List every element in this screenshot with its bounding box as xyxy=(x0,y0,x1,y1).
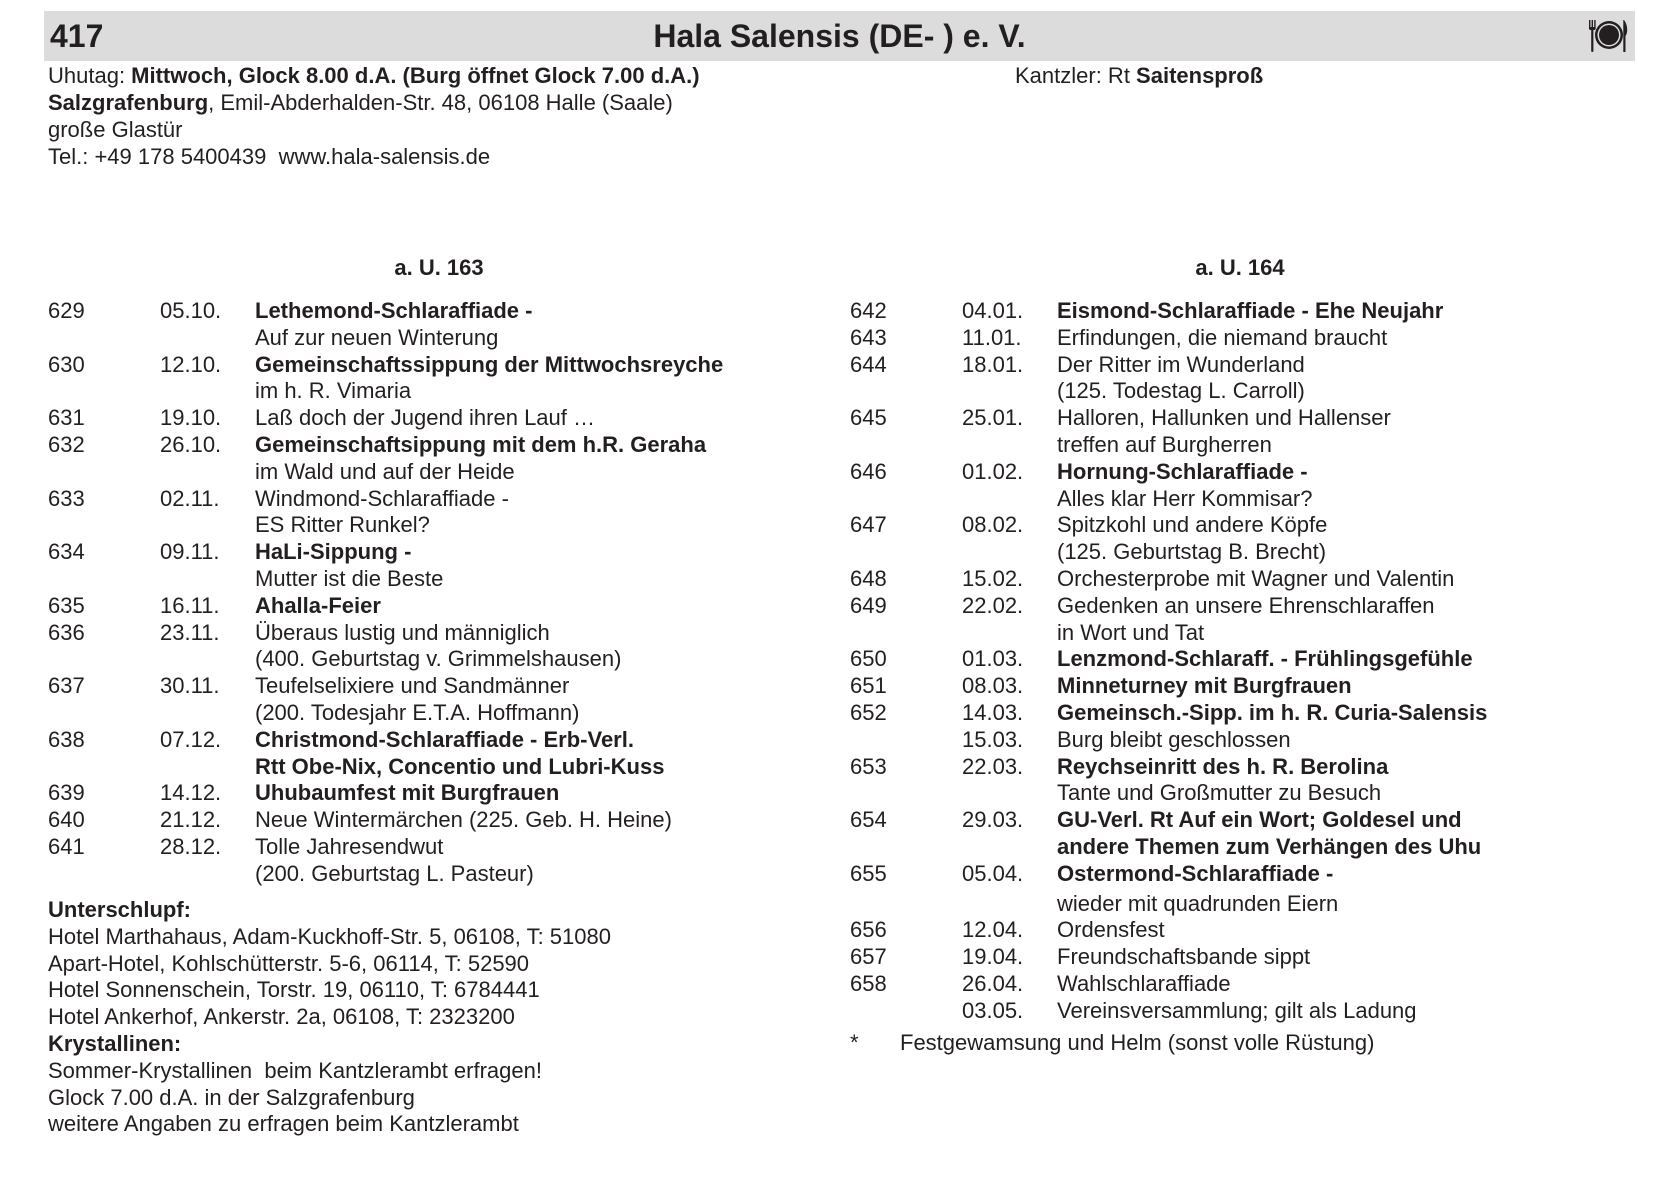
event-number: 658 xyxy=(850,970,887,996)
event-subline xyxy=(850,620,1487,647)
event-number: 645 xyxy=(850,405,887,431)
event-date: 19.04. xyxy=(962,944,1024,970)
event-number xyxy=(850,486,962,513)
event-title: Hornung-Schlaraffiade - xyxy=(1057,458,1308,484)
event-title: GU-Verl. Rt Auf ein Wort; Goldesel und xyxy=(1057,807,1462,833)
event-date: 05.04. xyxy=(962,860,1024,886)
event-date xyxy=(160,459,255,486)
event-row xyxy=(850,593,1487,647)
hotel-item: Hotel Ankerhof, Ankerstr. 2a, 06108, T: 2323200 xyxy=(48,1004,515,1030)
event-title: Auf zur neuen Winterung xyxy=(255,324,499,350)
event-row xyxy=(850,754,1487,808)
event-number xyxy=(850,780,962,807)
event-row xyxy=(850,352,1487,406)
event-number: 644 xyxy=(850,351,887,377)
event-number: 650 xyxy=(850,646,887,672)
event-subline xyxy=(48,566,723,593)
event-title: Rtt Obe-Nix, Concentio und Lubri-Kuss xyxy=(255,753,665,779)
event-date: 05.10. xyxy=(160,298,222,323)
event-title: Tante und Großmutter zu Besuch xyxy=(1057,780,1382,806)
event-number xyxy=(48,512,160,539)
event-row xyxy=(48,727,723,781)
event-row xyxy=(850,405,1487,459)
event-date xyxy=(962,539,1057,566)
entry-number: 417 xyxy=(50,18,104,54)
event-date xyxy=(962,486,1057,513)
event-title: (200. Todesjahr E.T.A. Hoffmann) xyxy=(255,699,580,725)
meeting-day xyxy=(48,62,700,89)
event-line xyxy=(850,405,1487,432)
event-line xyxy=(850,593,1487,620)
event-number xyxy=(850,834,962,861)
event-row xyxy=(850,727,1487,754)
event-row xyxy=(850,646,1487,673)
event-title: (200. Geburtstag L. Pasteur) xyxy=(255,860,534,886)
event-line xyxy=(850,807,1487,834)
event-number: 633 xyxy=(48,485,85,511)
event-row xyxy=(48,432,723,486)
event-title: Orchesterprobe mit Wagner und Valentin xyxy=(1057,565,1455,591)
event-title: Tolle Jahresendwut xyxy=(255,833,444,859)
event-subline xyxy=(850,378,1487,405)
event-line xyxy=(48,834,723,861)
lodging-title: Unterschlupf: xyxy=(48,897,191,922)
event-row xyxy=(850,512,1487,566)
event-title: Uhubaumfest mit Burgfrauen xyxy=(255,780,560,806)
event-number: 639 xyxy=(48,780,85,806)
event-row xyxy=(850,700,1487,727)
krystallinen-line: weitere Angaben zu erfragen beim Kantzlerambt xyxy=(48,1111,519,1137)
krystallinen-title: Krystallinen: xyxy=(48,1030,182,1056)
event-title: Ahalla-Feier xyxy=(255,592,381,618)
event-title: Lethemond-Schlaraffiade - xyxy=(255,298,533,323)
event-title: wieder mit quadrunden Eiern xyxy=(1057,890,1339,916)
footnote-text: Festgewamsung und Helm (sonst volle Rüstung) xyxy=(900,1030,1375,1055)
event-title: Erfindungen, die niemand braucht xyxy=(1057,324,1388,350)
event-date: 29.03. xyxy=(962,807,1024,833)
event-date xyxy=(962,432,1057,459)
event-row xyxy=(850,971,1487,998)
event-line xyxy=(850,754,1487,781)
event-line xyxy=(850,512,1487,539)
event-number xyxy=(48,566,160,593)
event-title: Gedenken an unsere Ehrenschlaraffen xyxy=(1057,592,1435,618)
event-number: 654 xyxy=(850,807,887,833)
event-date: 04.01. xyxy=(962,298,1024,323)
event-title: Gemeinschaftsippung mit dem h.R. Geraha xyxy=(255,431,707,457)
event-number xyxy=(48,700,160,727)
event-title: Minneturney mit Burgfrauen xyxy=(1057,673,1352,699)
event-date: 16.11. xyxy=(160,592,220,618)
event-title: Burg bleibt geschlossen xyxy=(1057,726,1291,752)
event-number: 637 xyxy=(48,673,85,699)
event-row xyxy=(850,861,1487,918)
event-date: 26.10. xyxy=(160,431,222,457)
right-column-heading: a. U. 164 xyxy=(1195,255,1285,280)
event-row xyxy=(850,917,1487,944)
event-line xyxy=(48,620,723,647)
event-subline xyxy=(48,325,723,352)
event-subline xyxy=(48,512,723,539)
event-date xyxy=(160,566,255,593)
event-subline xyxy=(850,432,1487,459)
event-title: Der Ritter im Wunderland xyxy=(1057,351,1305,377)
event-row xyxy=(48,405,723,432)
event-number xyxy=(850,998,962,1025)
event-number: 647 xyxy=(850,512,887,538)
fork-plate-knife-icon xyxy=(1587,17,1629,55)
event-row xyxy=(48,780,723,807)
event-date: 21.12. xyxy=(160,807,222,833)
event-title: Laß doch der Jugend ihren Lauf … xyxy=(255,405,596,431)
event-line xyxy=(48,352,723,379)
event-number: 653 xyxy=(850,753,887,779)
event-row xyxy=(850,459,1487,513)
event-subline xyxy=(48,754,723,781)
event-subline xyxy=(850,780,1487,807)
event-line xyxy=(48,298,723,325)
event-number xyxy=(850,378,962,405)
event-date: 14.03. xyxy=(962,699,1024,725)
right-event-list xyxy=(850,298,1487,1025)
event-line xyxy=(850,700,1487,727)
event-subline xyxy=(850,486,1487,513)
event-date: 22.02. xyxy=(962,592,1024,618)
event-date: 01.02. xyxy=(962,458,1024,484)
event-date xyxy=(160,646,255,673)
event-row xyxy=(850,566,1487,593)
event-number: 636 xyxy=(48,619,85,645)
castle-address xyxy=(48,89,700,116)
event-title: (125. Geburtstag B. Brecht) xyxy=(1057,539,1327,565)
krystallinen-line: Sommer-Krystallinen beim Kantzlerambt erfragen! xyxy=(48,1057,542,1083)
event-line xyxy=(850,352,1487,379)
event-title: Ordensfest xyxy=(1057,917,1165,943)
event-number xyxy=(850,432,962,459)
event-line xyxy=(850,727,1487,754)
event-date: 01.03. xyxy=(962,646,1024,672)
event-title: im h. R. Vimaria xyxy=(255,378,412,404)
event-line xyxy=(850,566,1487,593)
footnote xyxy=(850,1030,1374,1057)
event-row xyxy=(48,593,723,620)
event-title: Mutter ist die Beste xyxy=(255,565,444,591)
event-date xyxy=(160,378,255,405)
event-line xyxy=(850,998,1487,1025)
event-title: Lenzmond-Schlaraff. - Frühlingsgefühle xyxy=(1057,646,1473,672)
event-title: Halloren, Hallunken und Hallenser xyxy=(1057,405,1391,431)
event-number: 649 xyxy=(850,592,887,618)
event-title: in Wort und Tat xyxy=(1057,619,1205,645)
event-number: 634 xyxy=(48,539,85,565)
event-date xyxy=(962,620,1057,647)
event-number xyxy=(48,754,160,781)
event-date: 08.02. xyxy=(962,512,1024,538)
event-subline xyxy=(48,861,723,888)
event-title: HaLi-Sippung - xyxy=(255,539,412,565)
event-line xyxy=(850,971,1487,998)
event-title: Christmond-Schlaraffiade - Erb-Verl. xyxy=(255,726,634,752)
event-line xyxy=(48,486,723,513)
event-line xyxy=(48,673,723,700)
hotel-item: Apart-Hotel, Kohlschütterstr. 5-6, 06114, T: 52590 xyxy=(48,950,530,976)
club-info xyxy=(48,62,700,170)
event-title: treffen auf Burgherren xyxy=(1057,431,1272,457)
event-number: 641 xyxy=(48,833,85,859)
event-date: 15.02. xyxy=(962,565,1024,591)
event-row xyxy=(48,834,723,888)
event-number xyxy=(48,325,160,352)
event-number: 648 xyxy=(850,565,887,591)
event-date xyxy=(962,834,1057,861)
event-subline xyxy=(48,459,723,486)
event-number xyxy=(850,891,962,918)
event-row xyxy=(48,486,723,540)
event-subline xyxy=(48,700,723,727)
event-number xyxy=(48,646,160,673)
event-title: Windmond-Schlaraffiade - xyxy=(255,485,509,511)
kantzler-info xyxy=(1015,62,1263,89)
event-title: Freundschaftsbande sippt xyxy=(1057,944,1311,970)
kantzler-label: Kantzler: Rt xyxy=(1015,63,1137,88)
event-title: Eismond-Schlaraffiade - Ehe Neujahr xyxy=(1057,298,1444,323)
event-row xyxy=(850,944,1487,971)
event-date: 19.10. xyxy=(160,405,222,431)
event-title: im Wald und auf der Heide xyxy=(255,458,515,484)
event-line xyxy=(48,405,723,432)
event-number: 630 xyxy=(48,351,85,377)
entrance-note: große Glastür xyxy=(48,117,183,142)
event-title: Alles klar Herr Kommisar? xyxy=(1057,485,1313,511)
event-number: 656 xyxy=(850,917,887,943)
event-line xyxy=(48,807,723,834)
event-row xyxy=(850,998,1487,1025)
event-title: Überaus lustig und männiglich xyxy=(255,619,550,645)
event-title: Gemeinschaftssippung der Mittwochsreyche xyxy=(255,351,724,377)
kantzler-name: Saitensproß xyxy=(1136,63,1264,88)
left-column-heading: a. U. 163 xyxy=(394,255,484,280)
event-date: 07.12. xyxy=(160,726,222,752)
event-title: Spitzkohl und andere Köpfe xyxy=(1057,512,1328,538)
event-date: 22.03. xyxy=(962,753,1024,779)
event-number xyxy=(48,459,160,486)
event-title: ES Ritter Runkel? xyxy=(255,512,430,538)
event-number: 629 xyxy=(48,298,85,323)
event-subline xyxy=(48,378,723,405)
page-title: Hala Salensis (DE- ) e. V. xyxy=(653,18,1026,54)
event-line xyxy=(48,593,723,620)
event-number: 655 xyxy=(850,860,887,886)
event-date: 02.11. xyxy=(160,485,220,511)
event-row xyxy=(850,807,1487,861)
event-number: 657 xyxy=(850,944,887,970)
hotel-item: Hotel Marthahaus, Adam-Kuckhoff-Str. 5, 06108, T: 51080 xyxy=(48,923,611,949)
event-date xyxy=(160,325,255,352)
event-date: 18.01. xyxy=(962,351,1024,377)
hotel-item: Hotel Sonnenschein, Torstr. 19, 06110, T: 6784441 xyxy=(48,977,540,1003)
header-bar xyxy=(44,11,1635,61)
event-line xyxy=(48,432,723,459)
event-subline xyxy=(850,539,1487,566)
event-date: 15.03. xyxy=(962,726,1024,752)
event-title: Gemeinsch.-Sipp. im h. R. Curia-Salensis xyxy=(1057,699,1488,725)
event-date: 09.11. xyxy=(160,539,220,565)
footnote-mark: * xyxy=(850,1030,859,1055)
event-line xyxy=(48,780,723,807)
event-row xyxy=(850,673,1487,700)
event-title: (400. Geburtstag v. Grimmelshausen) xyxy=(255,646,622,672)
event-title: (125. Todestag L. Carroll) xyxy=(1057,378,1305,404)
krystallinen-line: Glock 7.00 d.A. in der Salzgrafenburg xyxy=(48,1084,415,1110)
event-date: 12.04. xyxy=(962,917,1024,943)
event-number: 642 xyxy=(850,298,887,323)
event-date xyxy=(962,780,1057,807)
meeting-day-value: Mittwoch, Glock 8.00 d.A. (Burg öffnet Glock 7.00 d.A.) xyxy=(131,63,700,88)
event-date: 28.12. xyxy=(160,833,222,859)
event-title: andere Themen zum Verhängen des Uhu xyxy=(1057,833,1482,859)
event-date xyxy=(160,754,255,781)
event-date: 12.10. xyxy=(160,351,222,377)
notes-section xyxy=(48,897,611,1138)
event-number: 643 xyxy=(850,324,887,350)
event-title: Wahlschlaraffiade xyxy=(1057,970,1231,996)
event-line xyxy=(850,459,1487,486)
event-number xyxy=(48,378,160,405)
event-line xyxy=(850,944,1487,971)
event-subline xyxy=(48,646,723,673)
event-line xyxy=(48,539,723,566)
event-row xyxy=(48,807,723,834)
event-date: 08.03. xyxy=(962,673,1024,699)
event-date: 03.05. xyxy=(962,997,1024,1023)
event-row xyxy=(48,673,723,727)
event-row xyxy=(850,298,1487,325)
event-date xyxy=(962,378,1057,405)
event-line xyxy=(850,325,1487,352)
event-number xyxy=(850,620,962,647)
event-number: 646 xyxy=(850,458,887,484)
event-number: 638 xyxy=(48,726,85,752)
event-subline xyxy=(850,891,1487,918)
event-number xyxy=(850,727,962,754)
event-line xyxy=(850,861,1487,888)
event-date: 25.01. xyxy=(962,405,1024,431)
event-row xyxy=(48,620,723,674)
event-date xyxy=(962,891,1057,918)
event-number: 640 xyxy=(48,807,85,833)
event-date: 23.11. xyxy=(160,619,220,645)
castle-name: Salzgrafenburg xyxy=(48,90,209,115)
event-date: 11.01. xyxy=(962,324,1022,350)
left-event-list xyxy=(48,298,723,888)
event-number: 632 xyxy=(48,431,85,457)
event-line xyxy=(850,917,1487,944)
event-number: 652 xyxy=(850,699,887,725)
event-line xyxy=(850,298,1487,325)
event-title: Vereinsversammlung; gilt als Ladung xyxy=(1057,997,1417,1023)
event-line xyxy=(850,673,1487,700)
event-title: Ostermond-Schlaraffiade - xyxy=(1057,860,1334,886)
event-date xyxy=(160,861,255,888)
event-title: Teufelselixiere und Sandmänner xyxy=(255,673,570,699)
event-line xyxy=(850,646,1487,673)
event-title: Reychseinritt des h. R. Berolina xyxy=(1057,753,1389,779)
event-date xyxy=(160,512,255,539)
contact-line: Tel.: +49 178 5400439 www.hala-salensis.de xyxy=(48,144,491,169)
event-date: 30.11. xyxy=(160,673,220,699)
event-number: 631 xyxy=(48,405,85,431)
event-number: 635 xyxy=(48,592,85,618)
event-row xyxy=(48,352,723,406)
event-number xyxy=(850,539,962,566)
event-row xyxy=(48,298,723,352)
event-date: 26.04. xyxy=(962,970,1024,996)
event-number xyxy=(48,861,160,888)
event-row xyxy=(850,325,1487,352)
event-row xyxy=(48,539,723,593)
event-date: 14.12. xyxy=(160,780,222,806)
event-title: Neue Wintermärchen (225. Geb. H. Heine) xyxy=(255,807,672,833)
event-line xyxy=(48,727,723,754)
event-date xyxy=(160,700,255,727)
castle-street: , Emil-Abderhalden-Str. 48, 06108 Halle (Saale) xyxy=(208,90,673,115)
meeting-day-label: Uhutag: xyxy=(48,63,132,88)
event-subline xyxy=(850,834,1487,861)
event-number: 651 xyxy=(850,673,887,699)
